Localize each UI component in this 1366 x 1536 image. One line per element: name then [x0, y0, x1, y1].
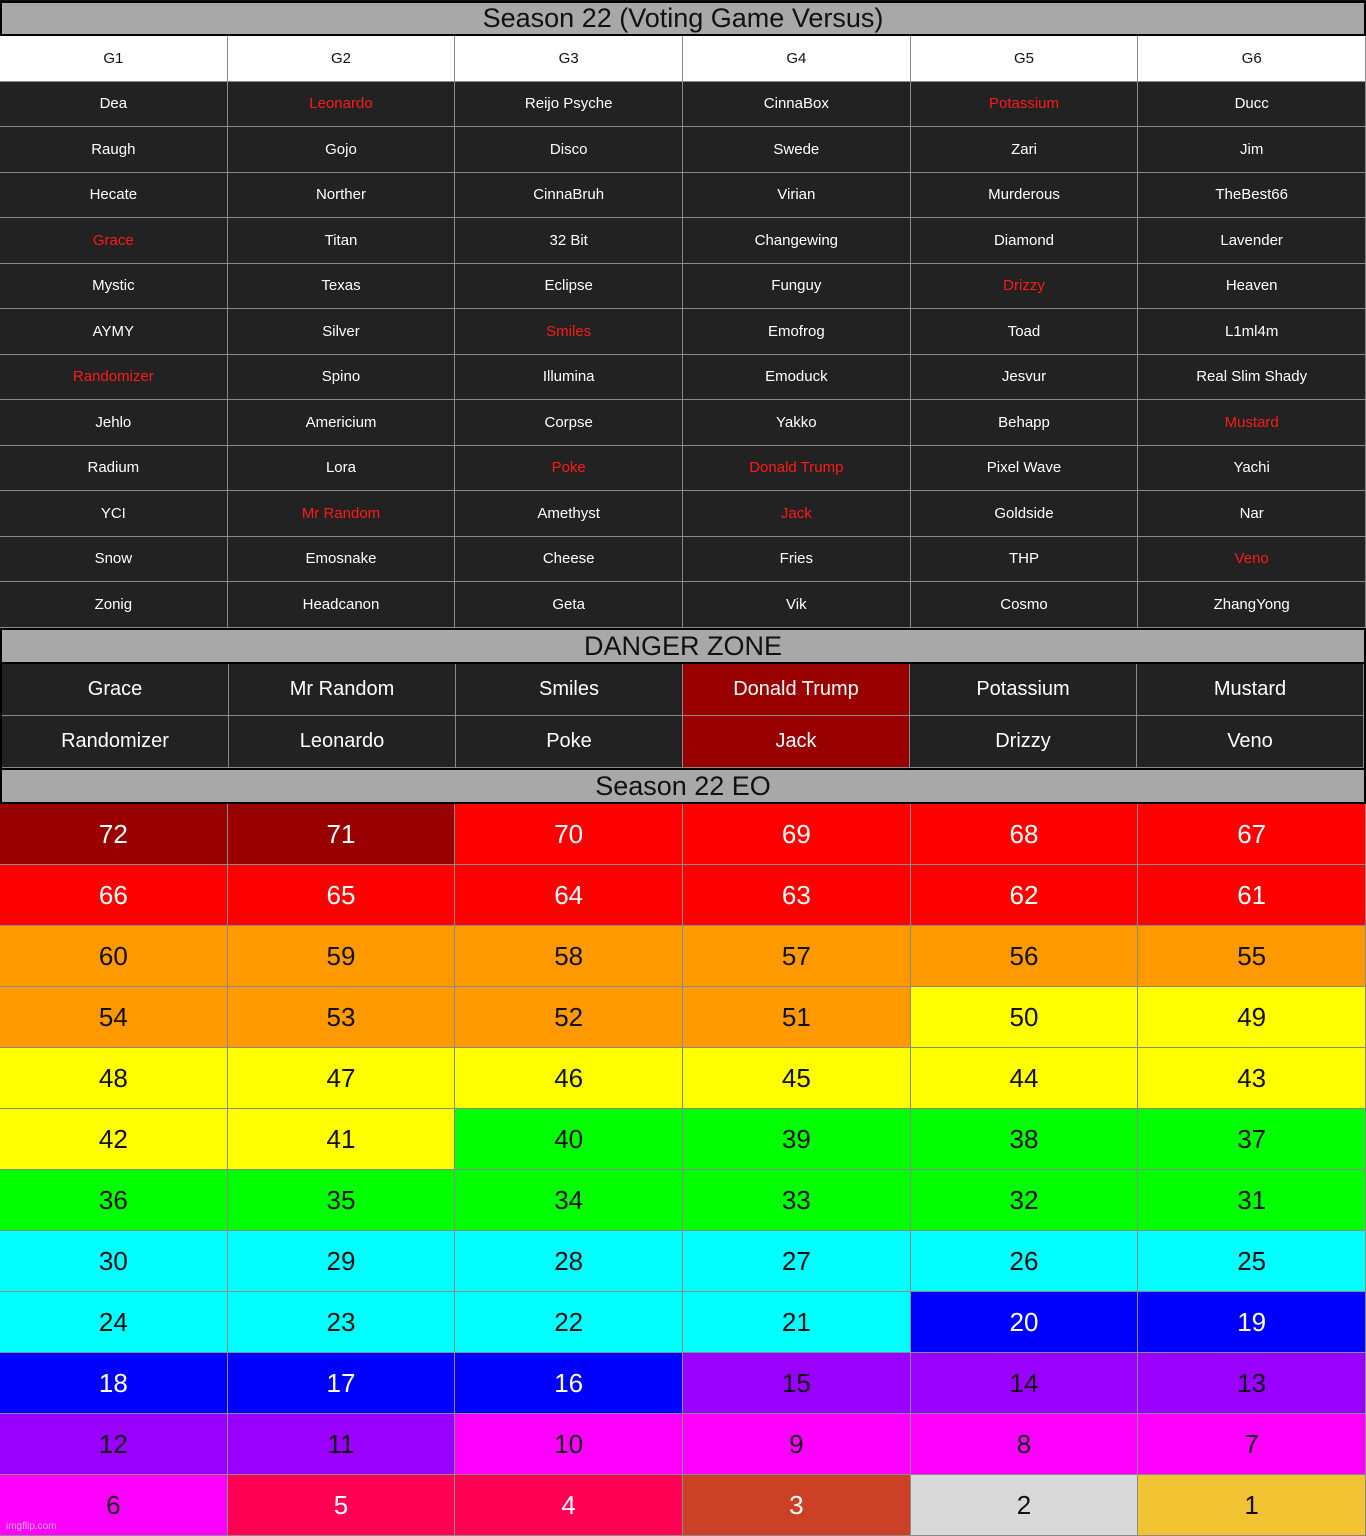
watermark: imgflip.com — [6, 1521, 57, 1532]
placement-cell: 29 — [228, 1231, 456, 1292]
placement-cell: 24 — [0, 1292, 228, 1353]
placement-cell: 5 — [228, 1475, 456, 1536]
contestant-cell: Raugh — [0, 127, 228, 173]
placement-cell: 10 — [455, 1414, 683, 1475]
placement-cell: 63 — [683, 865, 911, 926]
placement-cell: 62 — [911, 865, 1139, 926]
placement-cell: 53 — [228, 987, 456, 1048]
danger-zone-cell: Mr Random — [229, 664, 456, 716]
contestant-cell: Smiles — [455, 309, 683, 355]
placement-cell: 42 — [0, 1109, 228, 1170]
danger-zone-cell: Potassium — [910, 664, 1137, 716]
placement-cell: 23 — [228, 1292, 456, 1353]
contestant-cell: Mr Random — [228, 491, 456, 537]
contestant-cell: Emofrog — [683, 309, 911, 355]
placement-cell: 32 — [911, 1170, 1139, 1231]
contestant-cell: Jack — [683, 491, 911, 537]
contestant-cell: Zari — [911, 127, 1139, 173]
placement-cell: 49 — [1138, 987, 1366, 1048]
placement-cell: 47 — [228, 1048, 456, 1109]
contestant-cell: Radium — [0, 446, 228, 492]
placement-cell: 6 — [0, 1475, 228, 1536]
danger-zone-table — [0, 664, 1366, 768]
placement-cell: 36 — [0, 1170, 228, 1231]
placement-cell: 55 — [1138, 926, 1366, 987]
contestant-cell: Drizzy — [911, 264, 1139, 310]
eo-table — [0, 804, 1366, 1536]
contestant-cell: Mystic — [0, 264, 228, 310]
contestant-cell: Fries — [683, 537, 911, 583]
placement-cell: 41 — [228, 1109, 456, 1170]
placement-cell: 72 — [0, 804, 228, 865]
group-header: G4 — [683, 36, 911, 82]
contestant-cell: Virian — [683, 173, 911, 219]
contestant-cell: Jim — [1138, 127, 1366, 173]
placement-cell: 46 — [455, 1048, 683, 1109]
placement-cell: 51 — [683, 987, 911, 1048]
contestant-cell: Illumina — [455, 355, 683, 401]
contestant-cell: Spino — [228, 355, 456, 401]
placement-cell: 16 — [455, 1353, 683, 1414]
contestant-cell: Heaven — [1138, 264, 1366, 310]
contestant-cell: CinnaBox — [683, 82, 911, 128]
contestant-cell: Yakko — [683, 400, 911, 446]
placement-cell: 52 — [455, 987, 683, 1048]
placement-cell: 30 — [0, 1231, 228, 1292]
placement-cell: 20 — [911, 1292, 1139, 1353]
contestant-cell: Goldside — [911, 491, 1139, 537]
placement-cell: 31 — [1138, 1170, 1366, 1231]
contestant-cell: Norther — [228, 173, 456, 219]
placement-cell: 44 — [911, 1048, 1139, 1109]
contestant-cell: Dea — [0, 82, 228, 128]
contestant-cell: Yachi — [1138, 446, 1366, 492]
placement-cell: 33 — [683, 1170, 911, 1231]
placement-cell: 28 — [455, 1231, 683, 1292]
placement-cell: 2 — [911, 1475, 1139, 1536]
contestant-cell: Nar — [1138, 491, 1366, 537]
contestant-cell: Texas — [228, 264, 456, 310]
danger-zone-cell: Drizzy — [910, 716, 1137, 768]
placement-cell: 57 — [683, 926, 911, 987]
contestant-cell: Poke — [455, 446, 683, 492]
placement-cell: 48 — [0, 1048, 228, 1109]
contestant-cell: Ducc — [1138, 82, 1366, 128]
danger-zone-cell: Poke — [456, 716, 683, 768]
placement-cell: 59 — [228, 926, 456, 987]
placement-cell: 15 — [683, 1353, 911, 1414]
contestant-cell: Pixel Wave — [911, 446, 1139, 492]
danger-zone-cell: Mustard — [1137, 664, 1364, 716]
contestant-cell: Reijo Psyche — [455, 82, 683, 128]
contestant-cell: Changewing — [683, 218, 911, 264]
contestant-cell: Amethyst — [455, 491, 683, 537]
placement-cell: 13 — [1138, 1353, 1366, 1414]
contestant-cell: Funguy — [683, 264, 911, 310]
danger-zone-cell: Leonardo — [229, 716, 456, 768]
danger-zone-cell: Donald Trump — [683, 664, 910, 716]
placement-cell: 4 — [455, 1475, 683, 1536]
placement-cell: 1 — [1138, 1475, 1366, 1536]
placement-cell: 18 — [0, 1353, 228, 1414]
contestant-cell: Randomizer — [0, 355, 228, 401]
placement-cell: 17 — [228, 1353, 456, 1414]
contestant-cell: Emoduck — [683, 355, 911, 401]
contestant-cell: Real Slim Shady — [1138, 355, 1366, 401]
group-header: G6 — [1138, 36, 1366, 82]
contestant-cell: Potassium — [911, 82, 1139, 128]
placement-cell: 56 — [911, 926, 1139, 987]
contestant-cell: CinnaBruh — [455, 173, 683, 219]
placement-cell: 34 — [455, 1170, 683, 1231]
danger-zone-title: DANGER ZONE — [0, 628, 1366, 664]
placement-cell: 37 — [1138, 1109, 1366, 1170]
contestant-cell: Jesvur — [911, 355, 1139, 401]
placement-cell: 26 — [911, 1231, 1139, 1292]
placement-cell: 3 — [683, 1475, 911, 1536]
contestant-cell: Corpse — [455, 400, 683, 446]
placement-cell: 12 — [0, 1414, 228, 1475]
contestant-cell: Veno — [1138, 537, 1366, 583]
contestant-cell: AYMY — [0, 309, 228, 355]
placement-cell: 14 — [911, 1353, 1139, 1414]
placement-cell: 22 — [455, 1292, 683, 1353]
contestant-cell: Zonig — [0, 582, 228, 628]
contestant-cell: Headcanon — [228, 582, 456, 628]
contestant-cell: Toad — [911, 309, 1139, 355]
placement-cell: 7 — [1138, 1414, 1366, 1475]
contestant-cell: Grace — [0, 218, 228, 264]
placement-cell: 40 — [455, 1109, 683, 1170]
placement-cell: 19 — [1138, 1292, 1366, 1353]
contestant-cell: Cheese — [455, 537, 683, 583]
placement-cell: 61 — [1138, 865, 1366, 926]
placement-cell: 68 — [911, 804, 1139, 865]
placement-cell: 21 — [683, 1292, 911, 1353]
contestant-cell: Geta — [455, 582, 683, 628]
placement-cell: 65 — [228, 865, 456, 926]
eo-title: Season 22 EO — [0, 768, 1366, 804]
contestant-cell: L1ml4m — [1138, 309, 1366, 355]
placement-cell: 64 — [455, 865, 683, 926]
placement-cell: 43 — [1138, 1048, 1366, 1109]
contestant-cell: Swede — [683, 127, 911, 173]
contestant-cell: Eclipse — [455, 264, 683, 310]
placement-cell: 70 — [455, 804, 683, 865]
roster-table — [0, 36, 1366, 628]
contestant-cell: Donald Trump — [683, 446, 911, 492]
danger-zone-cell: Veno — [1137, 716, 1364, 768]
placement-cell: 11 — [228, 1414, 456, 1475]
placement-cell: 60 — [0, 926, 228, 987]
contestant-cell: Lavender — [1138, 218, 1366, 264]
placement-cell: 9 — [683, 1414, 911, 1475]
placement-cell: 39 — [683, 1109, 911, 1170]
contestant-cell: Lora — [228, 446, 456, 492]
group-header: G5 — [911, 36, 1139, 82]
placement-cell: 8 — [911, 1414, 1139, 1475]
contestant-cell: Murderous — [911, 173, 1139, 219]
contestant-cell: Disco — [455, 127, 683, 173]
contestant-cell: Snow — [0, 537, 228, 583]
contestant-cell: Diamond — [911, 218, 1139, 264]
contestant-cell: Americium — [228, 400, 456, 446]
contestant-cell: Cosmo — [911, 582, 1139, 628]
contestant-cell: YCI — [0, 491, 228, 537]
contestant-cell: Behapp — [911, 400, 1139, 446]
contestant-cell: Emosnake — [228, 537, 456, 583]
contestant-cell: 32 Bit — [455, 218, 683, 264]
placement-cell: 50 — [911, 987, 1139, 1048]
contestant-cell: Jehlo — [0, 400, 228, 446]
placement-cell: 25 — [1138, 1231, 1366, 1292]
contestant-cell: Mustard — [1138, 400, 1366, 446]
danger-zone-cell: Randomizer — [2, 716, 229, 768]
contestant-cell: Silver — [228, 309, 456, 355]
group-header: G2 — [228, 36, 456, 82]
contestant-cell: Leonardo — [228, 82, 456, 128]
contestant-cell: THP — [911, 537, 1139, 583]
placement-cell: 38 — [911, 1109, 1139, 1170]
placement-cell: 67 — [1138, 804, 1366, 865]
danger-zone-cell: Smiles — [456, 664, 683, 716]
placement-cell: 58 — [455, 926, 683, 987]
group-header: G3 — [455, 36, 683, 82]
placement-cell: 45 — [683, 1048, 911, 1109]
placement-cell: 35 — [228, 1170, 456, 1231]
contestant-cell: Titan — [228, 218, 456, 264]
placement-cell: 71 — [228, 804, 456, 865]
contestant-cell: Gojo — [228, 127, 456, 173]
danger-zone-cell: Grace — [2, 664, 229, 716]
contestant-cell: TheBest66 — [1138, 173, 1366, 219]
placement-cell: 54 — [0, 987, 228, 1048]
contestant-cell: ZhangYong — [1138, 582, 1366, 628]
placement-cell: 27 — [683, 1231, 911, 1292]
contestant-cell: Vik — [683, 582, 911, 628]
page-title: Season 22 (Voting Game Versus) — [0, 1, 1366, 36]
placement-cell: 66 — [0, 865, 228, 926]
placement-cell: 69 — [683, 804, 911, 865]
danger-zone-cell: Jack — [683, 716, 910, 768]
contestant-cell: Hecate — [0, 173, 228, 219]
group-header: G1 — [0, 36, 228, 82]
